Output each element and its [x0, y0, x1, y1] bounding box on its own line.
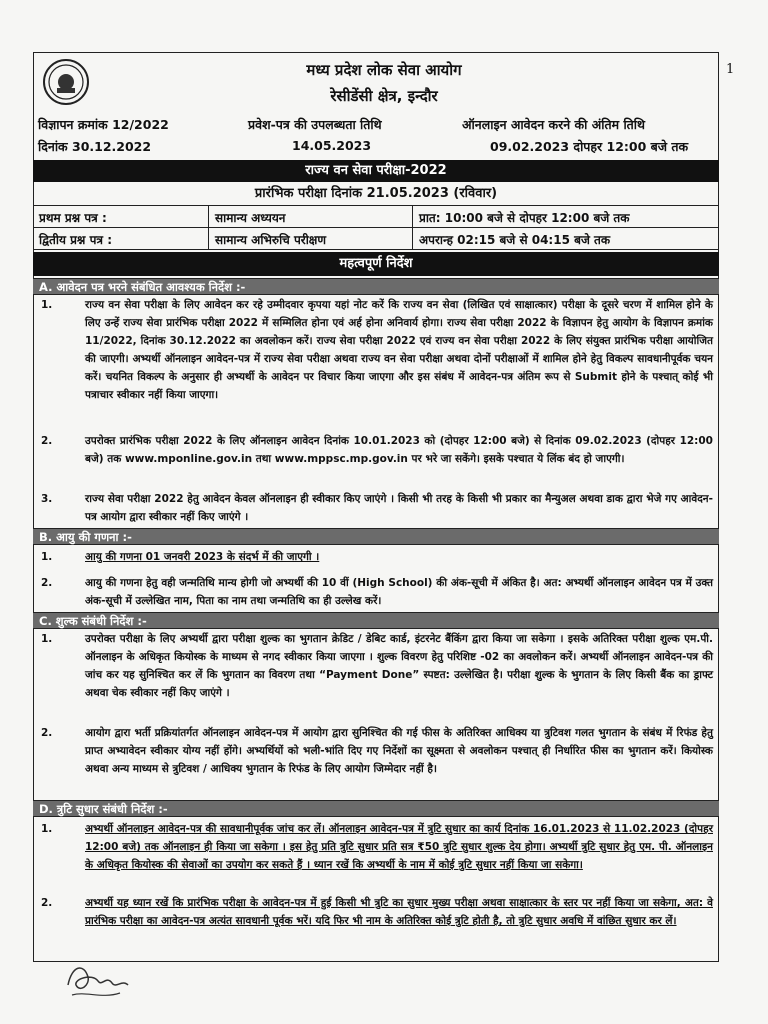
prelim-date: प्रारंभिक परीक्षा दिनांक 21.05.2023 (रविवार) — [33, 182, 719, 206]
table-divider — [412, 206, 413, 250]
item-number: 2. — [41, 727, 53, 739]
item-text: उपरोक्त प्रारंभिक परीक्षा 2022 के लिए ऑनलाइन आवेदन दिनांक 10.01.2023 को (दोपहर 12:00 बजे) से दिनांक 09.02.2023 (दोपहर 12:00 बजे) तक www.mponline.gov.in तथा www.mppsc.mp.gov.in पर भरे जा सकेंगे। इसके पश्चात ये लिंक बंद हो जाएगी। — [85, 435, 713, 465]
item-text: आयु की गणना हेतु वही जन्मतिथि मान्य होगी जो अभ्यर्थी की 10 वीं (High School) की अंक-सूची में अंकित है। अत: अभ्यर्थी ऑनलाइन आवेदन पत्र में उक्त अंक-सूची में उल्लेखित नाम, पिता का नाम तथा जन्मतिथि का ही उल्लेख करें। — [85, 577, 713, 607]
item-text: अभ्यर्थी यह ध्यान रखें कि प्रारंभिक परीक्षा के आवेदन-पत्र में हुई किसी भी त्रुटि का सुधार मुख्य परीक्षा अथवा साक्षात्कार के स्तर पर नहीं किया जा सकेगा, अत: वे प्रारंभिक परीक्षा का आवेदन-पत्र अत्यंत सावधानी पूर्वक भरें। यदि फिर भी नाम के अतिरिक्त कोई त्रुटि होती है, तो त्रुटि सुधार अवधि में वांछित सुधार कर लें। — [85, 897, 713, 927]
org-name: मध्य प्रदेश लोक सेवा आयोग — [306, 61, 462, 79]
item-number: 2. — [41, 435, 53, 447]
item-text: आयु की गणना 01 जनवरी 2023 के संदर्भ में की जाएगी । — [85, 551, 320, 563]
section-heading: A. आवेदन पत्र भरने संबंधित आवश्यक निर्देश :- — [33, 278, 719, 295]
paper-row — [33, 206, 719, 228]
section-heading: C. शुल्क संबंधी निर्देश :- — [33, 612, 719, 629]
paper-time: प्रात: 10:00 बजे से दोपहर 12:00 बजे तक — [419, 211, 630, 225]
item-number: 1. — [41, 299, 53, 311]
admit-card-date: 14.05.2023 — [292, 138, 372, 153]
paper-subject: सामान्य अभिरुचि परीक्षण — [215, 233, 327, 247]
admit-card-label: प्रवेश-पत्र की उपलब्धता तिथि — [248, 117, 382, 132]
advertisement-number: विज्ञापन क्रमांक 12/2022 — [38, 117, 169, 132]
last-date-label: ऑनलाइन आवेदन करने की अंतिम तिथि — [462, 117, 646, 132]
page-number: 1 — [726, 62, 735, 77]
item-text: राज्य सेवा परीक्षा 2022 हेतु आवेदन केवल ऑनलाइन ही स्वीकार किए जाएंगे । किसी भी तरह के किसी भी प्रकार का मैन्युअल अथवा डाक द्वारा भेजे गए आवेदन-पत्र आयोग द्वारा स्वीकार नहीं किए जाएंगे । — [85, 493, 713, 523]
org-address: रेसीडेंसी क्षेत्र, इन्दौर — [330, 87, 438, 105]
exam-title: राज्य वन सेवा परीक्षा-2022 — [33, 160, 719, 182]
item-number: 1. — [41, 633, 53, 645]
important-instructions-heading: महत्वपूर्ण निर्देश — [33, 252, 719, 276]
signature-icon — [62, 955, 142, 1005]
item-number: 3. — [41, 493, 53, 505]
item-number: 2. — [41, 897, 53, 909]
last-date-value: 09.02.2023 दोपहर 12:00 बजे तक — [490, 139, 689, 154]
item-text: उपरोक्त परीक्षा के लिए अभ्यर्थी द्वारा परीक्षा शुल्क का भुगतान क्रेडिट / डेबिट कार्ड, इंटरनेट बैंकिंग द्वारा किया जा सकेगा । इसके अतिरिक्त परीक्षा शुल्क एम.पी. ऑनलाइन के अधिकृत कियोस्क के माध्यम से नगद स्वीकार किया जाएगा । शुल्क विवरण हेतु परिशिष्ट -02 का अवलोकन करें। अभ्यर्थी ऑनलाइन आवेदन-पत्र की जांच कर यह सुनिश्चित कर लें कि भुगतान का विवरण तथा “Payment Done” स्पष्टत: उल्लेखित है। परीक्षा शुल्क के भुगतान के लिए किसी बैंक का ड्राफ्ट अथवा चेक स्वीकार नहीं किए जाएंगे । — [85, 633, 714, 699]
item-text: आयोग द्वारा भर्ती प्रक्रियांतर्गत ऑनलाइन आवेदन-पत्र में आयोग द्वारा सुनिश्चित की गई फीस के अतिरिक्त आधिक्य या त्रुटिवश गलत भुगतान के संबंध में रिफंड हेतु प्राप्त अभ्यावेदन स्वीकार योग्य नहीं होंगे। अभ्यर्थियों को भली-भांति दिए गए निर्देशों का सूक्ष्मता से अवलोकन पश्चात् ही निर्धारित फीस का भुगतान करें। कियोस्क अथवा अन्य माध्यम से त्रुटिवश / आधिक्य भुगतान के रिफंड के लिए आयोग जिम्मेदार नहीं है। — [85, 727, 713, 775]
section-heading: D. त्रुटि सुधार संबंधी निर्देश :- — [33, 800, 719, 817]
table-divider — [208, 206, 209, 250]
paper-time: अपरान्ह 02:15 बजे से 04:15 बजे तक — [419, 233, 611, 247]
paper-name: प्रथम प्रश्न पत्र : — [39, 211, 107, 225]
item-text: राज्य वन सेवा परीक्षा के लिए आवेदन कर रहे उम्मीदवार कृपया यहां नोट करें कि राज्य वन सेवा (लिखित एवं साक्षात्कार) परीक्षा के दूसरे चरण में शामिल होने के लिए उन्हें राज्य सेवा प्रारंभिक परीक्षा 2022 में सम्मिलित होना एवं अर्ह होना अनिवार्य होगा। राज्य सेवा परीक्षा 2022 के विज्ञापन हेतु आयोग के विज्ञापन क्रमांक 11/2022, दिनांक 30.12.2022 का अवलोकन करें। राज्य सेवा परीक्षा 2022 एवं राज्य वन सेवा परीक्षा 2022 के लिए संयुक्त प्रारंभिक परीक्षा आयोजित की जाएगी। अभ्यर्थी ऑनलाइन आवेदन-पत्र में राज्य सेवा परीक्षा अथवा राज्य वन सेवा परीक्षा अथवा दोनों परीक्षाओं में शामिल होने हेतु विकल्प सावधानीपूर्वक चयन करें। चयनित विकल्प के अनुसार ही अभ्यर्थी के आवेदन पर विचार किया जाएगा और इस संबंध में आवेदन-पत्र अंतिम रूप से Submit होने के पश्चात् कोई भी पत्राचार स्वीकार नहीं किया जाएगा। — [85, 299, 713, 401]
paper-subject: सामान्य अध्ययन — [215, 211, 286, 225]
advertisement-date: दिनांक 30.12.2022 — [38, 139, 152, 154]
item-number: 1. — [41, 823, 53, 835]
item-text: अभ्यर्थी ऑनलाइन आवेदन-पत्र की सावधानीपूर्वक जांच कर लें। ऑनलाइन आवेदन-पत्र में त्रुटि सुधार का कार्य दिनांक 16.01.2023 से 11.02.2023 (दोपहर 12:00 बजे) तक ऑनलाइन ही किया जा सकेगा । इस हेतु प्रति त्रुटि सुधार प्रति सत्र ₹50 त्रुटि सुधार शुल्क देय होगा। अभ्यर्थी त्रुटि सुधार हेतु एम. पी. ऑनलाइन के अधिकृत कियोस्क की सेवाओं का उपयोग कर सकते हैं । ध्यान रखें कि अभ्यर्थी के नाम में कोई त्रुटि सुधार नहीं किया जा सकेगा। — [85, 823, 713, 871]
item-number: 1. — [41, 551, 53, 563]
paper-row — [33, 228, 719, 250]
paper-name: द्वितीय प्रश्न पत्र : — [39, 233, 113, 247]
item-number: 2. — [41, 577, 53, 589]
section-heading: B. आयु की गणना :- — [33, 528, 719, 545]
